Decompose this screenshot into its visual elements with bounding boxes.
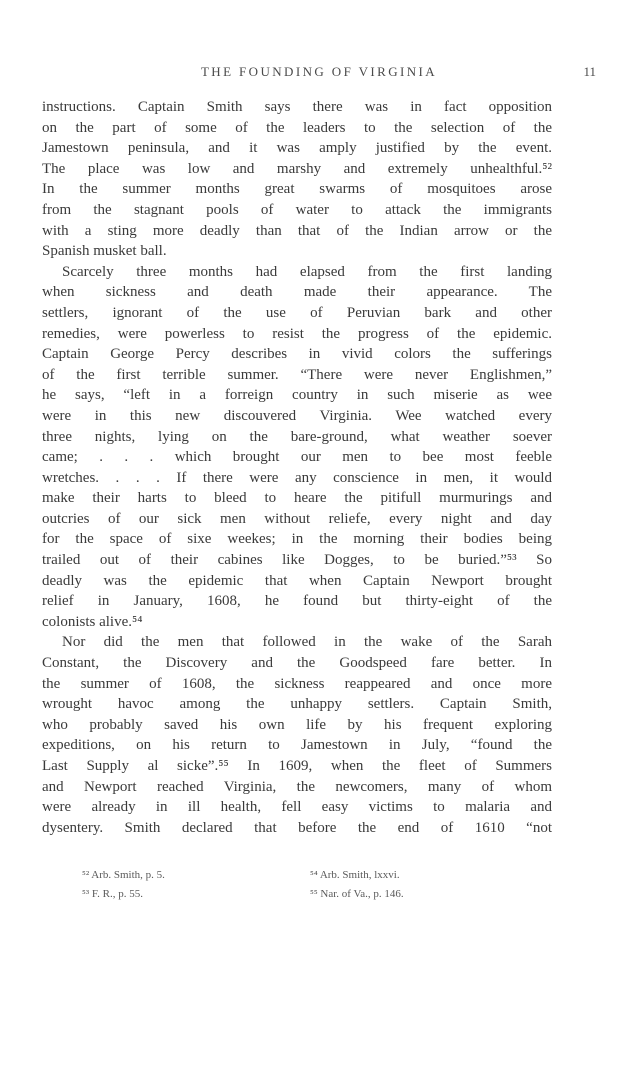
text-line: colonists alive.⁵⁴	[42, 613, 143, 630]
text-line: from the stagnant pools of water to attack the immigrants	[42, 201, 552, 218]
text-line: Nor did the men that followed in the wake of the Sarah	[62, 634, 552, 651]
text-line: Captain George Percy describes in vivid colors the sufferings	[42, 346, 552, 363]
running-head	[42, 64, 596, 84]
text-line: on the part of some of the leaders to the selection of the	[42, 119, 552, 136]
footnote-53: ⁵³ F. R., p. 55.	[82, 888, 143, 900]
text-line: three nights, lying on the bare-ground, what weather soever	[42, 428, 552, 445]
text-line: he says, “left in a forreign country in such miserie as wee	[42, 387, 552, 404]
text-line: trailed out of their cabines like Dogges, to be buried.”⁵³ So	[42, 552, 552, 569]
text-line: for the space of sixe weekes; in the morning their bodies being	[42, 531, 552, 548]
text-line: expeditions, on his return to Jamestown in July, “found the	[42, 737, 552, 754]
text-line: with a sting more deadly than that of the Indian arrow or the	[42, 222, 552, 239]
text-line: Constant, the Discovery and the Goodspeed fare better. In	[42, 655, 552, 672]
text-line: of the first terrible summer. “There were never Englishmen,”	[42, 366, 552, 383]
text-line: who probably saved his own life by his frequent exploring	[42, 716, 552, 733]
footnotes	[82, 866, 542, 904]
text-line: In the summer months great swarms of mosquitoes arose	[42, 181, 552, 198]
body-text	[42, 97, 552, 838]
text-line: and Newport reached Virginia, the newcomers, many of whom	[42, 778, 552, 795]
text-line: deadly was the epidemic that when Captain Newport brought	[42, 572, 552, 589]
footnote-52: ⁵² Arb. Smith, p. 5.	[82, 869, 165, 881]
footnote-row	[82, 866, 542, 885]
text-line: Spanish musket ball.	[42, 243, 167, 260]
running-title: THE FOUNDING OF VIRGINIA	[200, 64, 438, 79]
text-line: instructions. Captain Smith says there was in fact opposition	[42, 99, 552, 115]
text-line: relief in January, 1608, he found but thirty-eight of the	[42, 593, 552, 610]
text-line: came; . . . which brought our men to bee most feeble	[42, 449, 552, 466]
text-line: Last Supply al sicke”.⁵⁵ In 1609, when the fleet of Summers	[42, 758, 552, 774]
text-line: remedies, were powerless to resist the progress of the epidemic.	[42, 325, 552, 342]
footnote-54: ⁵⁴ Arb. Smith, lxxvi.	[310, 869, 400, 881]
page-number: 11	[583, 64, 596, 79]
text-line: were already in ill health, fell easy victims to malaria and	[42, 799, 552, 816]
text-line: Scarcely three months had elapsed from the first landing	[62, 263, 552, 280]
text-line: Jamestown peninsula, and it was amply justified by the event.	[42, 140, 552, 157]
text-line: The place was low and marshy and extremely unhealthful.⁵²	[42, 160, 552, 177]
text-line: when sickness and death made their appearance. The	[42, 284, 552, 301]
text-line: wrought havoc among the unhappy settlers. Captain Smith,	[42, 696, 552, 713]
text-line: outcries of our sick men without reliefe, every night and day	[42, 510, 552, 527]
text-line: make their harts to bleed to heare the pitifull murmurings and	[42, 490, 552, 507]
text-line: the summer of 1608, the sickness reappeared and once more	[42, 675, 552, 692]
text-line: settlers, ignorant of the use of Peruvian bark and other	[42, 304, 552, 321]
footnote-55: ⁵⁵ Nar. of Va., p. 146.	[310, 888, 404, 900]
text-line: were in this new discouvered Virginia. Wee watched every	[42, 407, 552, 424]
footnote-row	[82, 885, 542, 904]
text-line: wretches. . . . If there were any conscience in men, it would	[42, 469, 552, 486]
text-line: dysentery. Smith declared that before the end of 1610 “not	[42, 819, 552, 836]
